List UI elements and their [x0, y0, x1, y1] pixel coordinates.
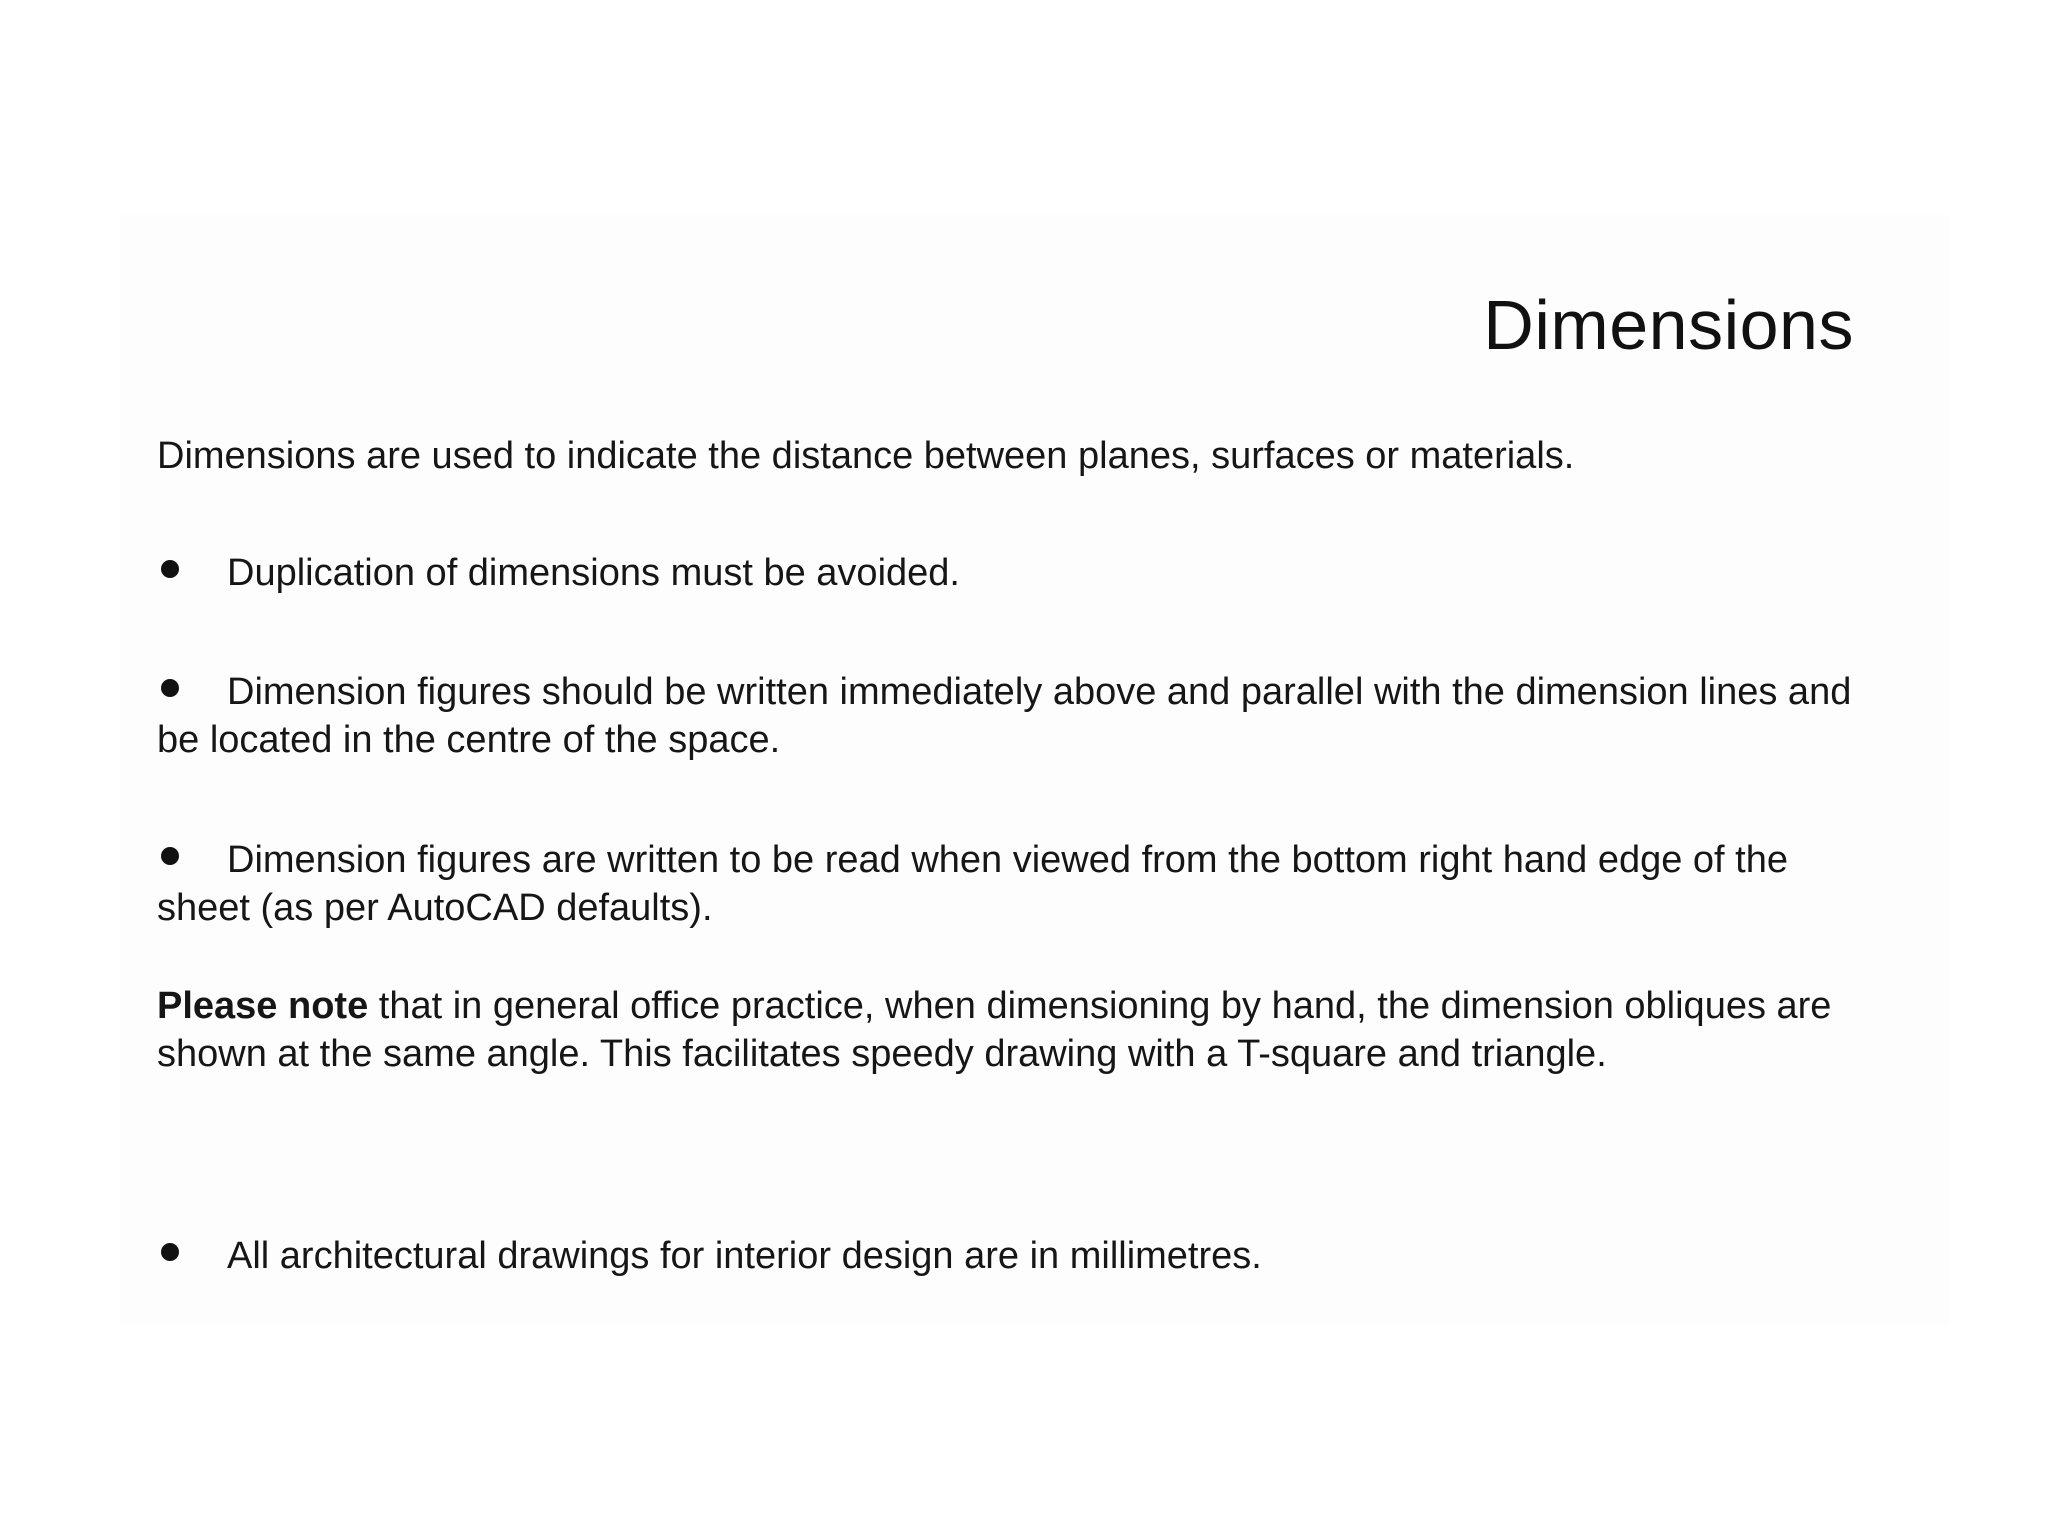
bullet-icon	[161, 1243, 179, 1261]
bullet-icon	[161, 679, 179, 697]
bullet-item-2	[157, 668, 1867, 764]
bullet-item-3	[157, 836, 1867, 932]
note-bold-label: Please note	[157, 985, 369, 1027]
bullet-icon	[161, 560, 179, 578]
note-text: that in general office practice, when dimensioning by hand, the dimension obliques are shown at the same angle. This facilitates speedy drawing with a T-square and triangle.	[157, 985, 1832, 1075]
note-paragraph	[157, 982, 1867, 1078]
bullet-text: Dimension figures are written to be read when viewed from the bottom right hand edge of the sheet (as per AutoCAD defaults).	[157, 839, 1788, 929]
page-title: Dimensions	[1483, 286, 1854, 364]
bullet-icon	[161, 847, 179, 865]
slide-background	[120, 215, 1950, 1325]
bullet-item-1	[157, 549, 1867, 597]
bullet-text: Duplication of dimensions must be avoided.	[227, 552, 960, 594]
bullet-item-4	[157, 1232, 1867, 1280]
bullet-text: Dimension figures should be written immediately above and parallel with the dimension lines and be located in the centre of the space.	[157, 671, 1852, 761]
bullet-text: All architectural drawings for interior design are in millimetres.	[227, 1235, 1262, 1277]
intro-paragraph: Dimensions are used to indicate the distance between planes, surfaces or materials.	[157, 435, 1575, 477]
